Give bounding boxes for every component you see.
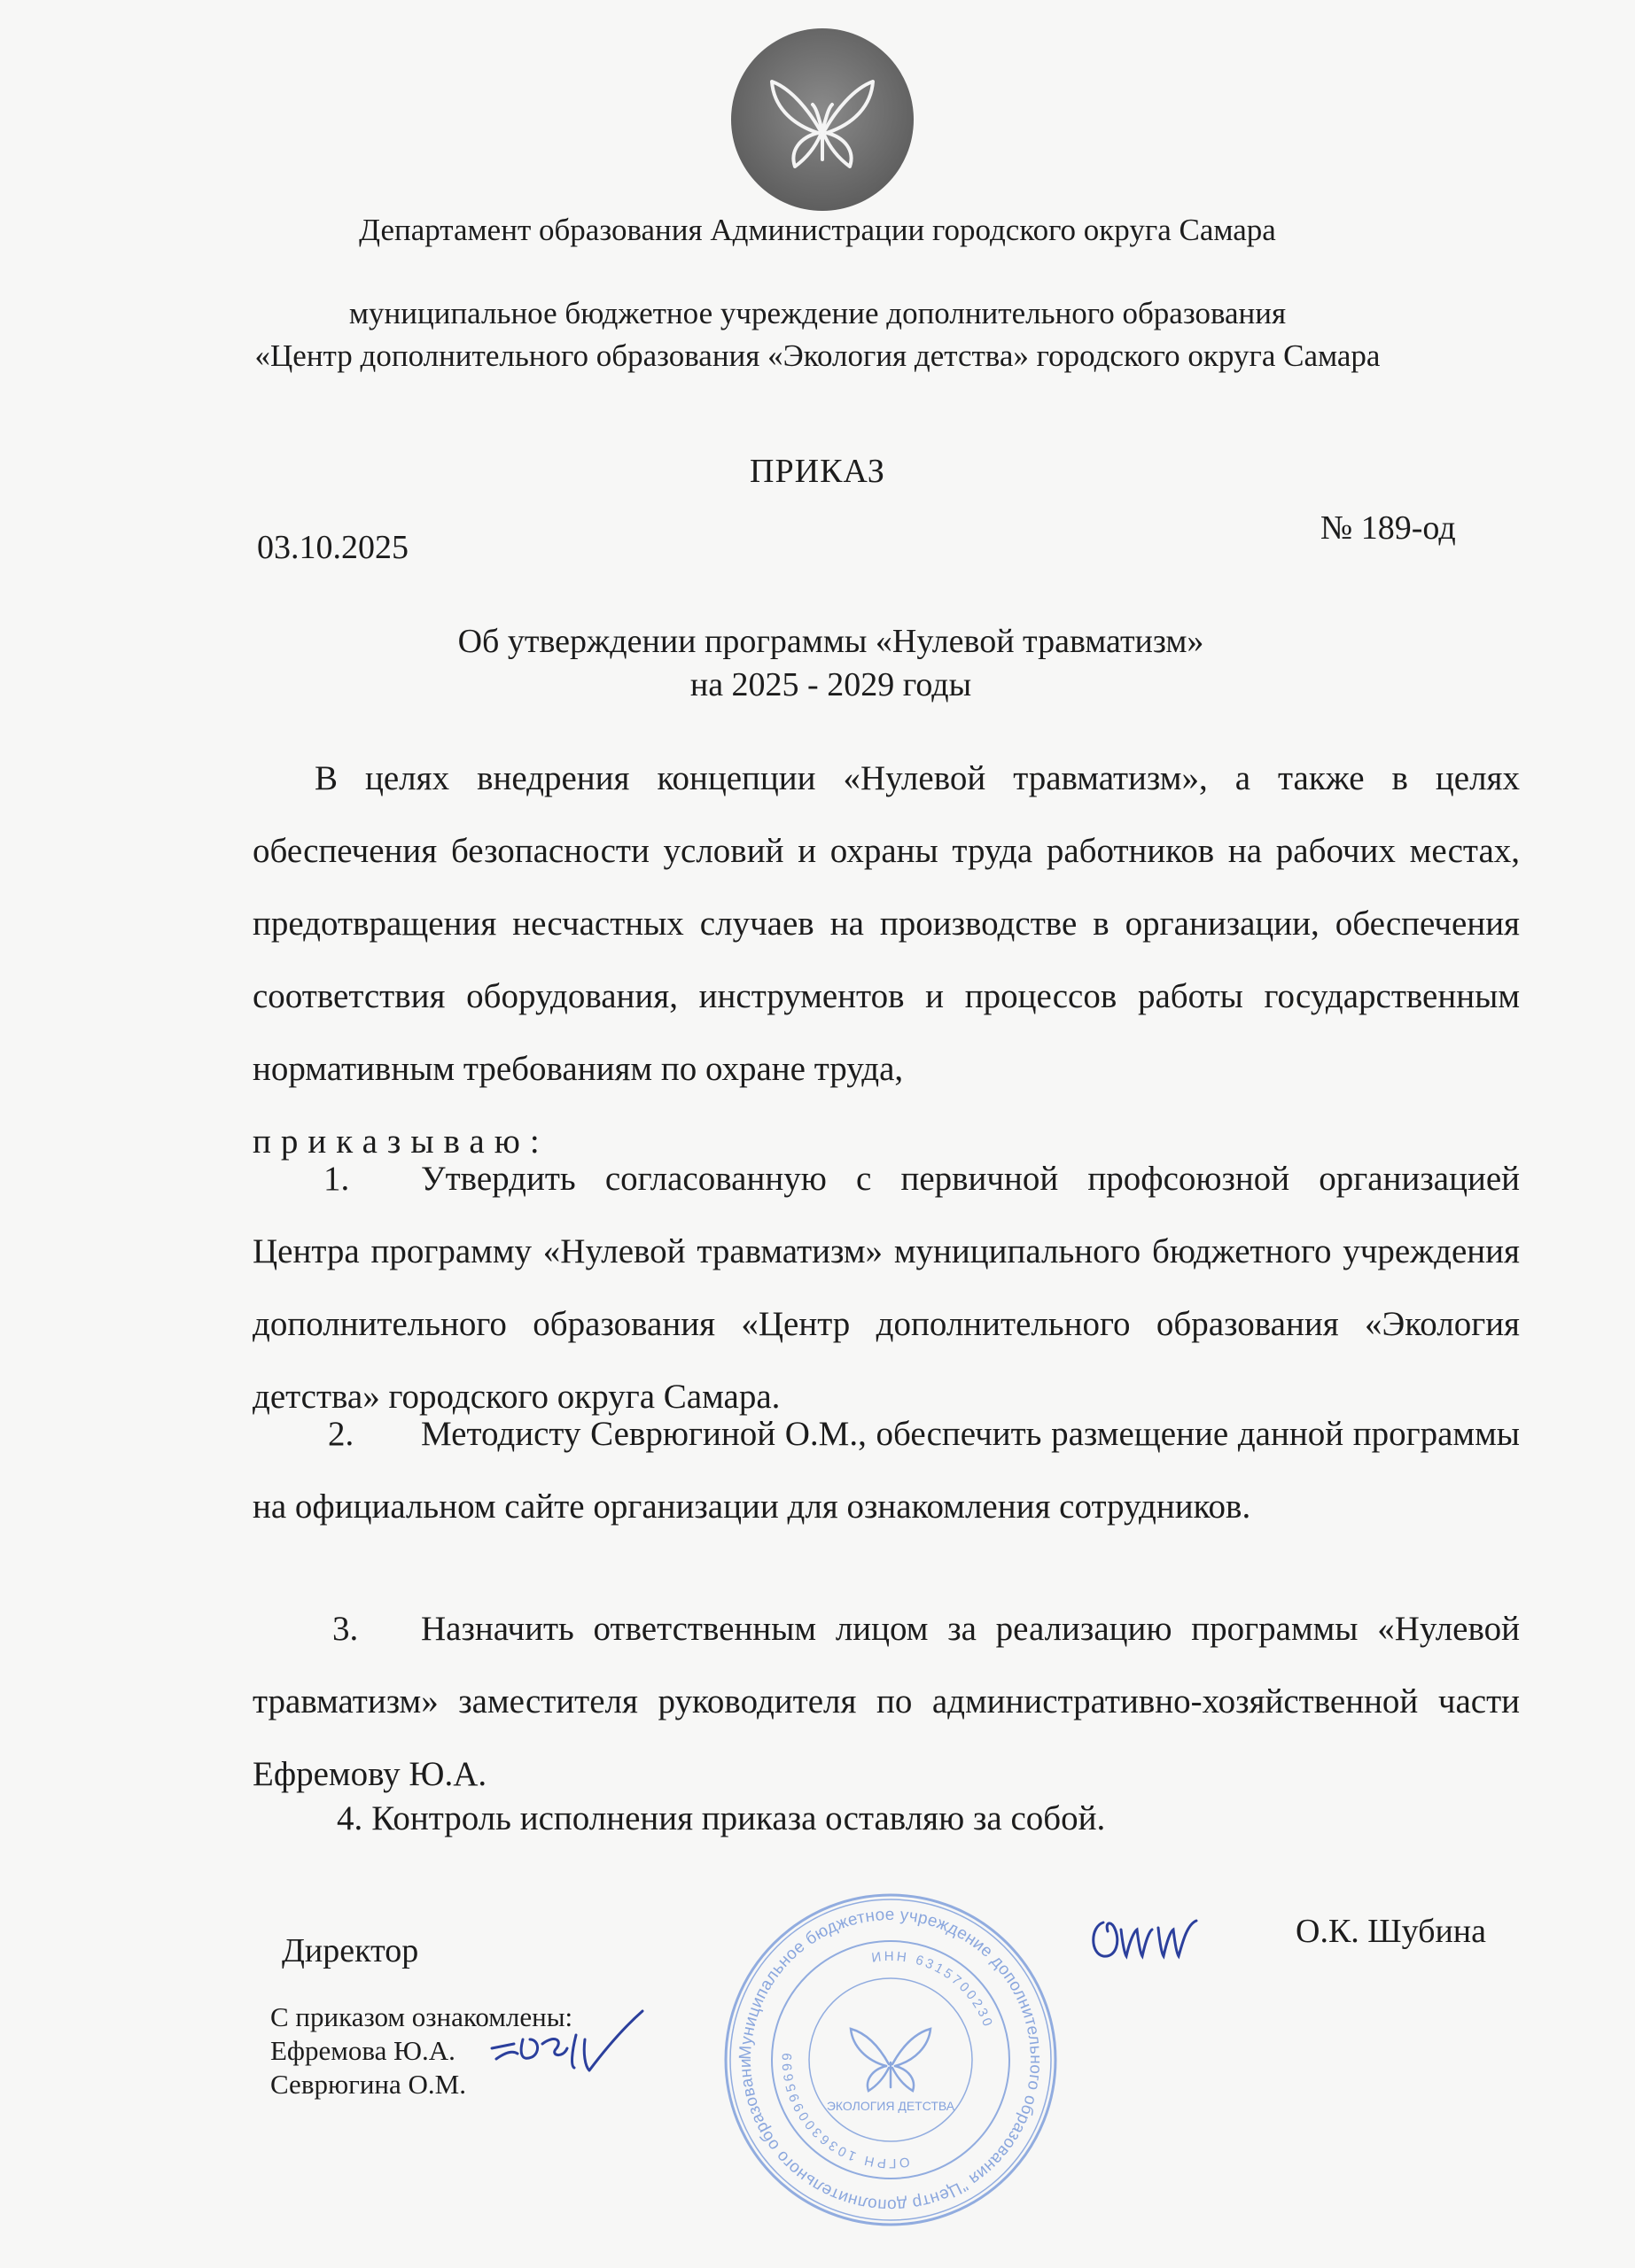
order-item-1 (253, 1143, 1520, 1433)
item-number: 1. (323, 1160, 350, 1198)
institution-line-1: муниципальное бюджетное учреждение дополнительного образования (348, 296, 1287, 330)
item-number: 4. (337, 1799, 363, 1837)
item-number: 2. (328, 1415, 354, 1453)
official-stamp (718, 1887, 1063, 2233)
item-number: 3. (332, 1610, 359, 1648)
order-number: № 189-од (1320, 509, 1456, 547)
order-subject-line-1: Об утверждении программы «Нулевой травматизм» (457, 623, 1204, 660)
stamp-ogrn: ОГРН 1036300995699 (779, 2050, 911, 2171)
item-text: Контроль исполнения приказа оставляю за собой. (371, 1799, 1106, 1837)
stamp-center-text: ЭКОЛОГИЯ ДЕТСТВА (826, 2099, 955, 2113)
stamp-seal-icon (718, 1887, 1063, 2233)
item-text: Методисту Севрюгиной О.М., обеспечить размещение данной программы на официальном сайте организации для ознакомления сотрудников. (253, 1415, 1520, 1526)
order-item-3 (253, 1593, 1520, 1811)
order-subject-line-2: на 2025 - 2029 годы (689, 666, 972, 704)
director-signature (1086, 1905, 1218, 1967)
item-text: Утвердить согласованную с первичной профсоюзной организацией Центра программу «Нулевой травматизм» муниципального бюджетного учреждения дополнительного образования «Центр дополнительного образования «Экология детства» городского округа Самара. (253, 1160, 1520, 1416)
order-subject (0, 620, 1635, 708)
preamble-text: В целях внедрения концепции «Нулевой травматизм», а также в целях обеспечения безопасности условий и охраны труда работников на рабочих местах, предотвращения несчастных случаев на производстве в организации, обеспечения соответствия оборудования, инструментов и процессов работы государственным нормативным требованиям по охране труда, (253, 759, 1520, 1088)
stamp-inn: ИНН 6315700230 (870, 1948, 996, 2031)
ack-name-2: Севрюгина О.М. (270, 2069, 466, 2100)
stamp-butterfly-icon (851, 2029, 930, 2091)
director-position: Директор (282, 1932, 419, 1969)
butterfly-logo-icon (729, 27, 915, 213)
ack-label: С приказом ознакомлены: (270, 2001, 573, 2032)
logo (729, 27, 915, 213)
order-item-2 (253, 1398, 1520, 1543)
ack-signature (479, 2004, 656, 2084)
preamble-paragraph (253, 742, 1520, 1178)
institution-line-2: «Центр дополнительного образования «Экология детства» городского округа Самара (254, 338, 1381, 373)
stamp-outer-text: Муниципальное бюджетное учреждение дополнительного образования "Центр дополнительного образовани (736, 1905, 1046, 2215)
director-name: О.К. Шубина (1296, 1913, 1486, 1950)
order-title: ПРИКАЗ (750, 453, 885, 490)
department-name: Департамент образования Администрации городского округа Самара (359, 213, 1276, 247)
item-text: Назначить ответственным лицом за реализацию программы «Нулевой травматизм» заместителя руководителя по административно-хозяйственной части Ефремову Ю.А. (253, 1610, 1520, 1793)
order-item-4 (253, 1783, 1520, 1855)
order-date: 03.10.2025 (257, 529, 409, 566)
ack-name-1: Ефремова Ю.А. (270, 2035, 455, 2066)
command-word: приказываю: (253, 1122, 549, 1161)
